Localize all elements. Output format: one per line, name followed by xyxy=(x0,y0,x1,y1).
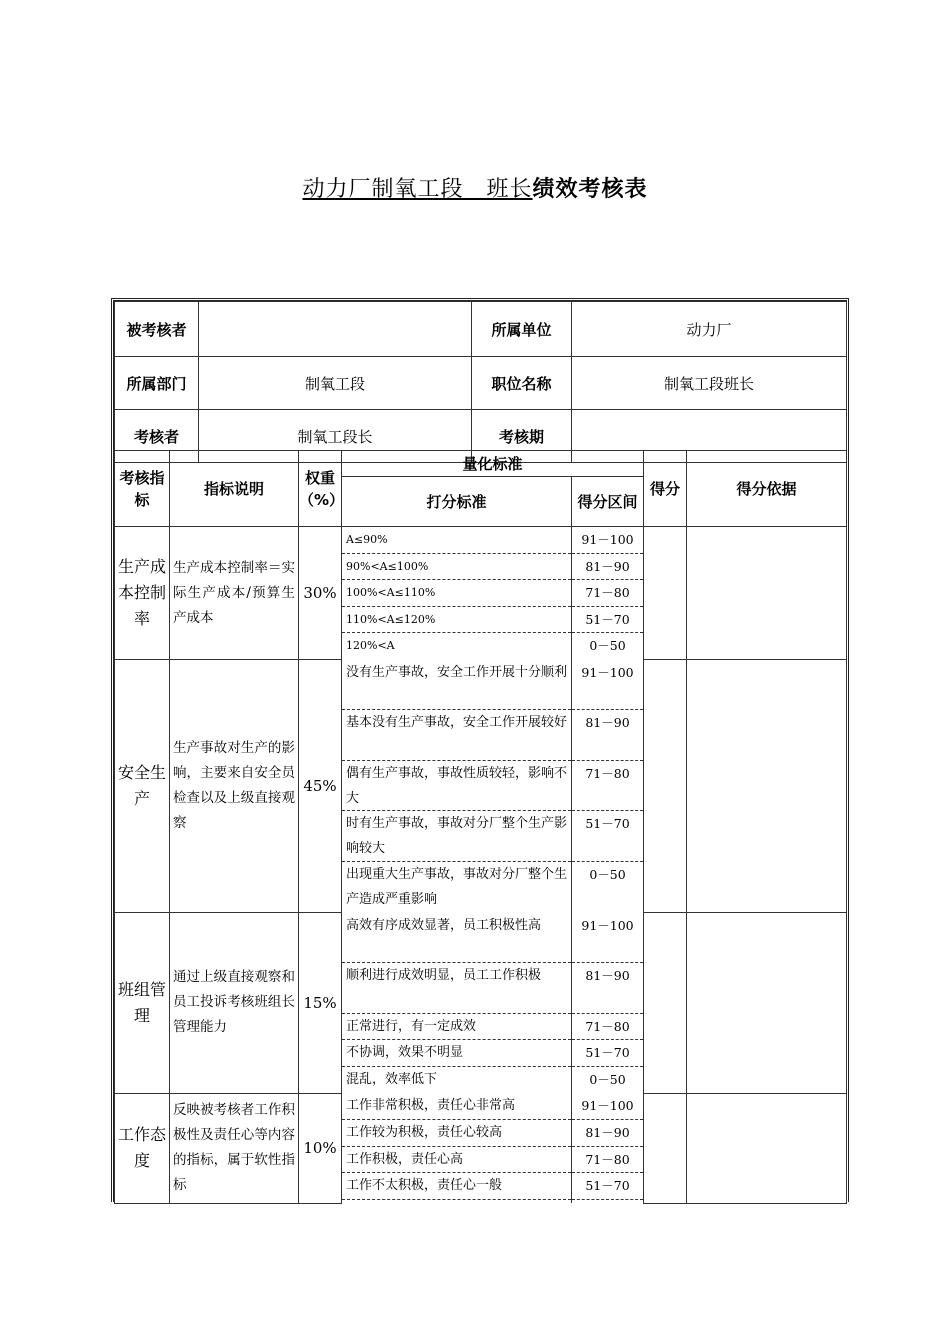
criteria-item: 工作不太积极，责任心一般 xyxy=(342,1173,571,1200)
range-item: 0－50 xyxy=(589,1071,626,1087)
criteria-item: 110%<A≤120% xyxy=(342,607,571,634)
range-cell xyxy=(572,527,644,660)
range-item: 81－90 xyxy=(572,1120,643,1147)
range-item: 0－50 xyxy=(589,866,626,882)
basis-input[interactable] xyxy=(687,527,847,660)
criteria-item: 工作积极，责任心高 xyxy=(342,1147,571,1174)
criteria-cell xyxy=(342,913,572,1094)
criteria-item: 不协调，效果不明显 xyxy=(342,1040,571,1067)
range-cell xyxy=(572,913,644,1094)
dept-label: 所属部门 xyxy=(115,357,199,410)
criteria-cell xyxy=(342,527,572,660)
indicator-weight: 30% xyxy=(299,527,342,660)
range-item: 91－100 xyxy=(572,1093,643,1120)
criteria-item: 工作非常积极，责任心非常高 xyxy=(342,1093,571,1120)
examinee-field[interactable] xyxy=(199,302,472,357)
unit-field[interactable]: 动力厂 xyxy=(572,302,847,357)
unit-label: 所属单位 xyxy=(472,302,572,357)
range-item: 51－70 xyxy=(572,811,643,862)
header-quant: 量化标准 xyxy=(342,451,644,477)
indicator-weight: 15% xyxy=(299,913,342,1094)
title-bold: 绩效考核表 xyxy=(532,176,648,202)
criteria-item: 90%<A≤100% xyxy=(342,554,571,581)
score-input[interactable] xyxy=(644,913,687,1094)
position-field[interactable]: 制氧工段班长 xyxy=(572,357,847,410)
criteria-item: 偶有生产事故，事故性质较轻，影响不大 xyxy=(342,761,571,812)
table-row xyxy=(115,913,847,1094)
header-score: 得分 xyxy=(644,451,687,527)
criteria-item: 出现重大生产事故，事故对分厂整个生产造成严重影响 xyxy=(346,866,568,907)
criteria-cell xyxy=(342,1093,572,1203)
score-input[interactable] xyxy=(644,527,687,660)
range-cell xyxy=(572,1093,644,1203)
range-item: 71－80 xyxy=(572,1014,643,1041)
title-underlined: 动力厂制氧工段 班长 xyxy=(302,177,533,202)
examiner-label: 考核者 xyxy=(115,410,199,463)
header-range: 得分区间 xyxy=(572,477,644,527)
criteria-item: 正常进行，有一定成效 xyxy=(342,1014,571,1041)
table-row xyxy=(115,1093,847,1203)
indicator-weight: 45% xyxy=(299,660,342,913)
criteria-item: 没有生产事故，安全工作开展十分顺利 xyxy=(342,660,571,711)
criteria-item: 100%<A≤110% xyxy=(342,580,571,607)
info-table xyxy=(114,301,847,463)
indicator-name: 班组管理 xyxy=(115,913,170,1094)
criteria-item: 120%<A xyxy=(346,639,395,652)
range-item: 91－100 xyxy=(572,527,643,554)
indicator-name: 安全生产 xyxy=(115,660,170,913)
criteria-item: 顺利进行成效明显，员工工作积极 xyxy=(342,963,571,1014)
period-label: 考核期 xyxy=(472,410,572,463)
indicator-desc: 生产事故对生产的影响，主要来自安全员检查以及上级直接观察 xyxy=(170,660,299,913)
criteria-item: 工作较为积极，责任心较高 xyxy=(342,1120,571,1147)
range-item: 51－70 xyxy=(572,1173,643,1200)
header-criteria: 打分标准 xyxy=(342,477,572,527)
criteria-item: 时有生产事故，事故对分厂整个生产影响较大 xyxy=(342,811,571,862)
examinee-label: 被考核者 xyxy=(115,302,199,357)
basis-input[interactable] xyxy=(687,1093,847,1203)
indicator-weight: 10% xyxy=(299,1093,342,1203)
dept-field[interactable]: 制氧工段 xyxy=(199,357,472,410)
examiner-field[interactable]: 制氧工段长 xyxy=(199,410,472,463)
header-description: 指标说明 xyxy=(170,451,299,527)
assessment-table xyxy=(114,450,847,1204)
header-indicator: 考核指标 xyxy=(115,451,170,527)
criteria-item: 混乱，效率低下 xyxy=(346,1071,438,1087)
range-item: 71－80 xyxy=(572,1147,643,1174)
range-item: 91－100 xyxy=(572,660,643,711)
indicator-desc: 反映被考核者工作积极性及责任心等内容的指标，属于软性指标 xyxy=(170,1093,299,1203)
range-item: 51－70 xyxy=(572,1040,643,1067)
criteria-item: A≤90% xyxy=(342,527,571,554)
page-title xyxy=(0,172,950,203)
position-label: 职位名称 xyxy=(472,357,572,410)
range-item: 51－70 xyxy=(572,607,643,634)
score-input[interactable] xyxy=(644,1093,687,1203)
criteria-item: 高效有序成效显著，员工积极性高 xyxy=(342,913,571,964)
range-item: 81－90 xyxy=(572,710,643,761)
indicator-desc: 生产成本控制率＝实际生产成本/预算生产成本 xyxy=(170,527,299,660)
indicator-desc: 通过上级直接观察和员工投诉考核班组长管理能力 xyxy=(170,913,299,1094)
table-row xyxy=(115,527,847,660)
range-item: 91－100 xyxy=(572,913,643,964)
range-item: 71－80 xyxy=(572,580,643,607)
range-item: 0－50 xyxy=(589,638,626,653)
basis-input[interactable] xyxy=(687,660,847,913)
range-item: 71－80 xyxy=(572,761,643,812)
basis-input[interactable] xyxy=(687,913,847,1094)
table-row xyxy=(115,660,847,913)
header-basis: 得分依据 xyxy=(687,451,847,527)
range-item: 81－90 xyxy=(572,554,643,581)
indicator-name: 工作态度 xyxy=(115,1093,170,1203)
indicator-name: 生产成本控制率 xyxy=(115,527,170,660)
criteria-cell xyxy=(342,660,572,913)
criteria-item: 基本没有生产事故，安全工作开展较好 xyxy=(342,710,571,761)
range-cell xyxy=(572,660,644,913)
score-input[interactable] xyxy=(644,660,687,913)
header-weight: 权重（%） xyxy=(299,451,342,527)
range-item: 81－90 xyxy=(572,963,643,1014)
